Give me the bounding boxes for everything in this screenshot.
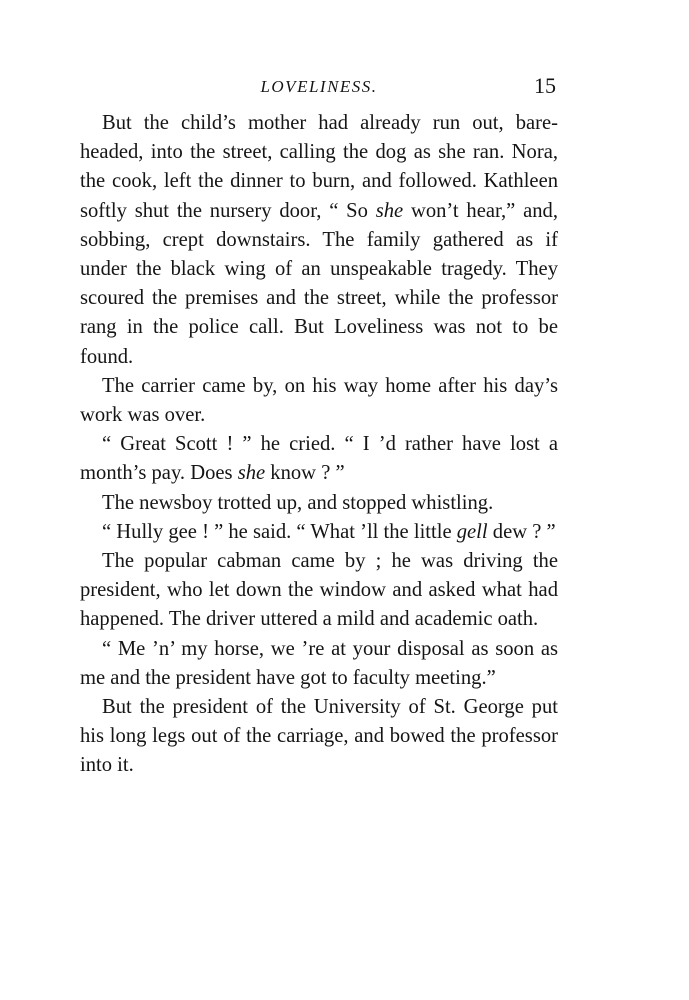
paragraph xyxy=(80,693,558,781)
text-segment: But the child’s mother had already run out, bareheaded, into the street, calling the dog as she ran. Nora, the cook, left the dinner to burn, and followed. Kathleen softly shut the nursery door, “ So xyxy=(80,112,558,222)
text-segment: won’t hear,” and, sobbing, crept downstairs. The family gathered as if under the black wing of an unspeakable tragedy. They scoured the premises and the street, while the professor rang in the police call. But Loveliness was not to be found. xyxy=(80,199,558,368)
text-segment: “ Me ’n’ my horse, we ’re at your disposal as soon as me and the president have got to faculty meeting.” xyxy=(80,637,558,689)
paragraph xyxy=(80,372,558,430)
paragraph xyxy=(80,547,558,635)
text-segment: The newsboy trotted up, and stopped whistling. xyxy=(102,491,494,514)
italic-segment: she xyxy=(375,199,404,222)
text-segment: The popular cabman came by ; he was driving the president, who let down the window and asked what had happened. The driver uttered a mild and academic oath. xyxy=(80,550,558,631)
text-segment: “ Great Scott ! ” he cried. “ I ’d rather have lost a month’s pay. Does xyxy=(80,433,558,485)
running-head-title: LOVELINESS. xyxy=(260,77,378,96)
text-segment: “ Hully gee ! ” he said. “ What ’ll the little xyxy=(102,520,457,543)
book-page xyxy=(80,73,558,781)
paragraph xyxy=(80,489,558,518)
paragraph xyxy=(80,109,558,372)
paragraph xyxy=(80,430,558,488)
italic-segment: she xyxy=(237,462,266,485)
text-segment: But the president of the University of St. George put his long legs out of the carriage, and bowed the professor into it. xyxy=(80,696,558,777)
paragraph xyxy=(80,518,558,547)
paragraph xyxy=(80,635,558,693)
italic-segment: gell xyxy=(456,520,488,543)
body-text xyxy=(80,109,558,781)
page-number: 15 xyxy=(534,73,556,98)
text-segment: The carrier came by, on his way home after his day’s work was over. xyxy=(80,374,558,427)
text-segment: know ? ” xyxy=(265,462,345,485)
running-head xyxy=(80,73,558,103)
text-segment: dew ? ” xyxy=(487,520,556,543)
